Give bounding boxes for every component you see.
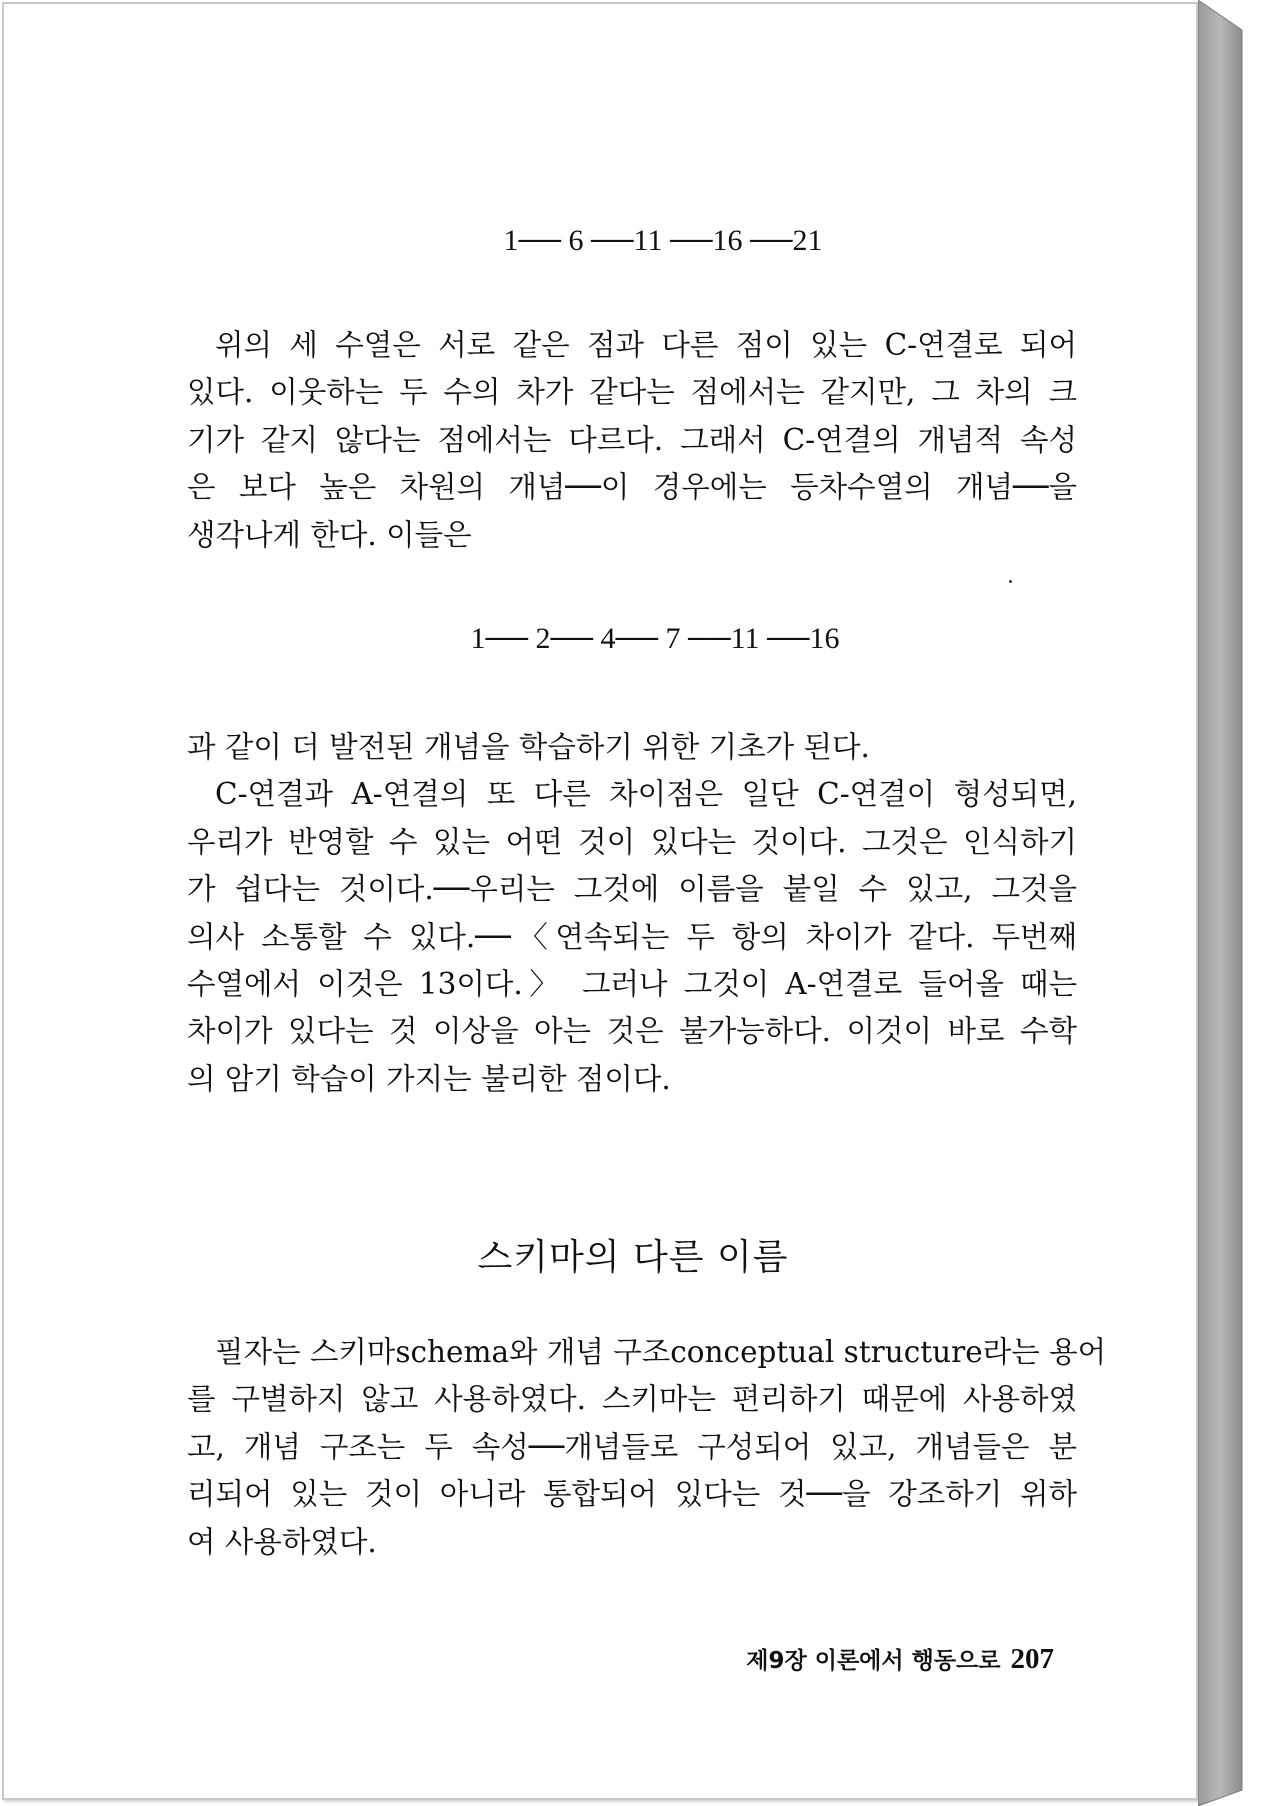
paragraph-line: 가 쉽다는 것이다.──우리는 그것에 이름을 붙일 수 있고, 그것을 <box>187 872 1077 907</box>
number-sequence-1: 1── 6 ──11 ──16 ──21 <box>503 224 823 257</box>
paragraph-line: 의 암기 학습이 가지는 불리한 점이다. <box>187 1061 671 1096</box>
chapter-title: 제9장 이론에서 행동으로 <box>746 1648 1001 1674</box>
paragraph-line: 은 보다 높은 차원의 개념──이 경우에는 등차수열의 개념──을 <box>187 470 1077 505</box>
number-sequence-2: 1── 2── 4── 7 ──11 ──16 <box>470 622 840 655</box>
book-page <box>2 2 1198 1800</box>
paragraph-2 <box>187 724 1077 1103</box>
scan-speck <box>1009 580 1012 583</box>
paragraph-1 <box>187 322 1077 559</box>
paragraph-line: 있다. 이웃하는 두 수의 차가 같다는 점에서는 같지만, 그 차의 크 <box>187 375 1077 410</box>
paragraph-line: 우리가 반영할 수 있는 어떤 것이 있다는 것이다. 그것은 인식하기 <box>187 824 1077 859</box>
section-heading: 스키마의 다른 이름 <box>477 1237 789 1278</box>
paragraph-line: 의사 소통할 수 있다.──〈연속되는 두 항의 차이가 같다. 두번째 <box>187 919 1077 954</box>
paragraph-line: 과 같이 더 발전된 개념을 학습하기 위한 기초가 된다. <box>187 730 870 764</box>
book-spine <box>1198 0 1244 1806</box>
paragraph-3 <box>187 1329 1107 1566</box>
page-number: 207 <box>1010 1643 1054 1675</box>
book-spine-graphic <box>1198 0 1244 1806</box>
paragraph-line: 여 사용하였다. <box>187 1524 377 1559</box>
paragraph-line: 필자는 스키마schema와 개념 구조conceptual structure라는 용어 <box>215 1335 1107 1369</box>
page-footer <box>704 1642 1054 1676</box>
paragraph-line: 기가 같지 않다는 점에서는 다르다. 그래서 C-연결의 개념적 속성 <box>187 422 1077 457</box>
paragraph-line: 리되어 있는 것이 아니라 통합되어 있다는 것──을 강조하기 위하 <box>187 1477 1077 1512</box>
paragraph-line: 위의 세 수열은 서로 같은 점과 다른 점이 있는 C-연결로 되어 <box>215 328 1077 362</box>
paragraph-line: 를 구별하지 않고 사용하였다. 스키마는 편리하기 때문에 사용하였 <box>187 1382 1077 1417</box>
paragraph-line: 차이가 있다는 것 이상을 아는 것은 불가능하다. 이것이 바로 수학 <box>187 1014 1077 1049</box>
paragraph-line: 고, 개념 구조는 두 속성──개념들로 구성되어 있고, 개념들은 분 <box>187 1429 1077 1464</box>
paragraph-line: C-연결과 A-연결의 또 다른 차이점은 일단 C-연결이 형성되면, <box>215 777 1077 812</box>
paragraph-line: 생각나게 한다. 이들은 <box>187 517 472 552</box>
paragraph-line: 수열에서 이것은 13이다.〉 그러나 그것이 A-연결로 들어올 때는 <box>187 966 1077 1001</box>
